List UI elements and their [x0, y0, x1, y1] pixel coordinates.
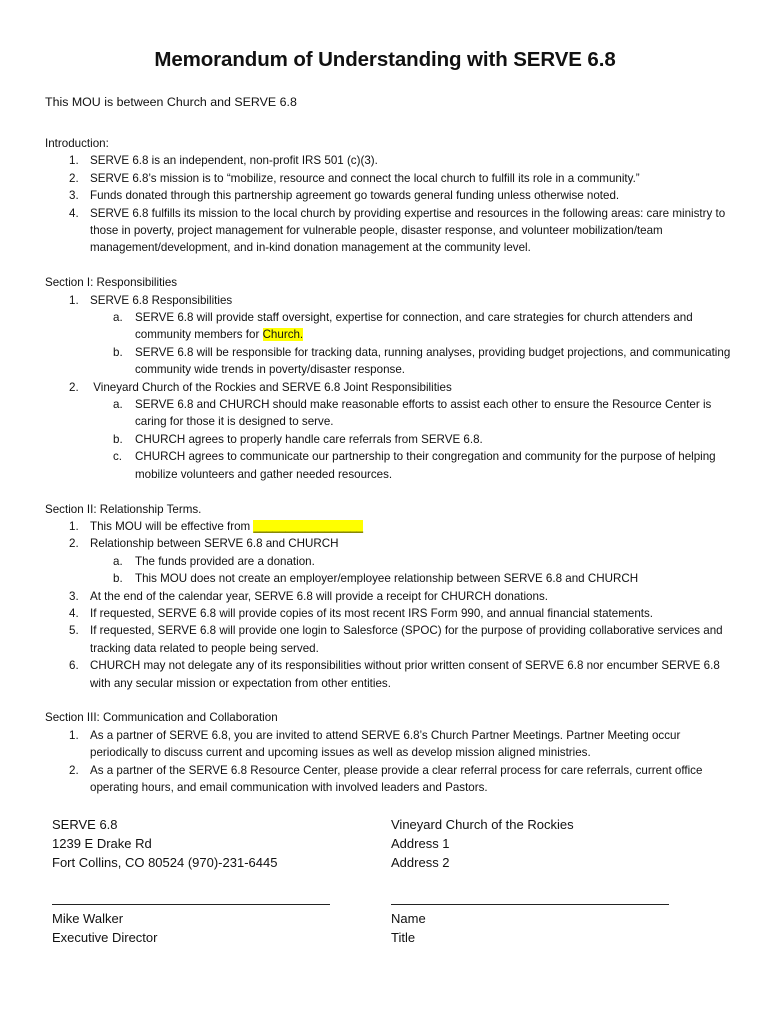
list-number: 1.: [69, 519, 79, 533]
list-item: [45, 518, 735, 535]
list-item-text: If requested, SERVE 6.8 will provide copies of its most recent IRS Form 990, and annual financial statements.: [90, 606, 654, 620]
section2-list: [45, 518, 735, 692]
list-item: [45, 379, 735, 483]
sublist-item-text: CHURCH agrees to properly handle care referrals from SERVE 6.8.: [135, 432, 483, 446]
list-item-text: CHURCH may not delegate any of its responsibilities without prior written consent of SERVE 6.8 nor encumber SERVE 6.8 with any secular mission or expectation from other entities.: [90, 659, 720, 690]
list-item-text: This MOU will be effective from: [90, 519, 254, 533]
list-number: 6.: [69, 659, 79, 673]
section3-list: [45, 727, 735, 797]
document-subtitle: This MOU is between Church and SERVE 6.8: [45, 95, 297, 109]
list-number: 1.: [69, 293, 79, 307]
sublist-item: [45, 344, 735, 379]
list-item-text: As a partner of the SERVE 6.8 Resource Center, please provide a clear referral process for care referrals, current office operating hours, and email communication with involved leaders and Pastors.: [90, 763, 703, 794]
address-line-2: Address 2: [391, 855, 450, 870]
sublist-letter: a.: [113, 554, 123, 568]
signatory-name: Mike Walker: [52, 911, 124, 926]
list-item: [45, 588, 735, 605]
signature-line-serve[interactable]: [52, 904, 330, 905]
section1-heading: Section I: Responsibilities: [45, 276, 178, 290]
org-name: SERVE 6.8: [52, 817, 118, 832]
list-item-text: SERVE 6.8 Responsibilities: [90, 293, 233, 307]
sublist-letter: c.: [113, 450, 123, 464]
address-line-1: 1239 E Drake Rd: [52, 836, 152, 851]
list-item: [45, 187, 735, 204]
list-item-text: Relationship between SERVE 6.8 and CHURCH: [90, 537, 339, 551]
list-item: [45, 535, 735, 587]
list-item-text: At the end of the calendar year, SERVE 6.8 will provide a receipt for CHURCH donations.: [90, 589, 548, 603]
sublist-item-text: SERVE 6.8 will be responsible for tracking data, running analyses, providing budget projections, and communicating community wide trends in poverty/disaster response.: [135, 345, 731, 377]
list-number: 3.: [69, 589, 79, 603]
signatory-serve: [52, 909, 157, 947]
list-item: [45, 657, 735, 692]
signatory-name: Name: [391, 911, 426, 926]
list-item: [45, 727, 735, 762]
sublist-letter: a.: [113, 311, 123, 325]
sublist-item: [45, 396, 735, 431]
list-number: 3.: [69, 189, 79, 203]
list-item: [45, 152, 735, 169]
sublist-letter: b.: [113, 432, 123, 446]
list-number: 2.: [69, 763, 79, 777]
sublist: [90, 309, 735, 379]
sublist-item: [45, 309, 735, 344]
address-line-1: Address 1: [391, 836, 450, 851]
sublist-item: [45, 448, 735, 483]
sublist-item: [45, 553, 735, 570]
list-item-text: SERVE 6.8’s mission is to “mobilize, resource and connect the local church to fulfill its role in a community.”: [90, 171, 640, 185]
list-number: 5.: [69, 624, 79, 638]
list-item: [45, 622, 735, 657]
address-line-2: Fort Collins, CO 80524 (970)-231-6445: [52, 855, 278, 870]
list-item-text: SERVE 6.8 is an independent, non-profit IRS 501 (c)(3).: [90, 154, 378, 168]
list-number: 4.: [69, 206, 79, 220]
signatory-church: [391, 909, 426, 947]
list-number: 2.: [69, 537, 79, 551]
document-title: Memorandum of Understanding with SERVE 6.8: [154, 48, 616, 71]
sublist-letter: b.: [113, 345, 123, 359]
sublist-item-text: The funds provided are a donation.: [135, 554, 315, 568]
introduction-heading: Introduction:: [45, 137, 109, 150]
section1-list: [45, 292, 735, 483]
sublist-item: [45, 570, 735, 587]
list-item: [45, 762, 735, 797]
effective-date-blank[interactable]: _________________: [253, 519, 364, 533]
sublist-item: [45, 431, 735, 448]
sublist-item-text: SERVE 6.8 will provide staff oversight, expertise for connection, and care strategies for church attenders and community members for: [135, 311, 693, 342]
signature-line-church[interactable]: [391, 904, 669, 905]
list-item: [45, 205, 735, 257]
sublist-item-text: This MOU does not create an employer/employee relationship between SERVE 6.8 and CHURCH: [135, 572, 639, 586]
list-item-text: Funds donated through this partnership agreement go towards general funding unless otherwise noted.: [90, 189, 620, 203]
sublist-letter: a.: [113, 398, 123, 412]
list-item: [45, 292, 735, 379]
sublist-letter: b.: [113, 572, 123, 586]
list-item-text: As a partner of SERVE 6.8, you are invited to attend SERVE 6.8’s Church Partner Meetings. Partner Meeting occur periodically to discuss current and upcoming issues as well as develop mission aligned ministries.: [90, 728, 681, 760]
section2-heading: Section II: Relationship Terms.: [45, 502, 202, 516]
list-number: 1.: [69, 728, 79, 742]
introduction-list: [45, 152, 735, 256]
list-item: [45, 170, 735, 187]
list-item-text: If requested, SERVE 6.8 will provide one login to Salesforce (SPOC) for the purpose of providing collaborative services and tracking data related to people being served.: [90, 624, 723, 655]
list-item-text: SERVE 6.8 fulfills its mission to the local church by providing expertise and resources in the following areas: care ministry to those in poverty, project management for vulnerable people, disaster response, and volunteer mobilization/team management/development, and in-kind donation management at the community level.: [90, 206, 726, 255]
signatory-title: Title: [391, 930, 416, 945]
list-item: [45, 605, 735, 622]
document-body: [45, 135, 735, 796]
list-number: 1.: [69, 154, 79, 168]
list-item-text: Vineyard Church of the Rockies and SERVE 6.8 Joint Responsibilities: [90, 380, 452, 394]
signatory-title: Executive Director: [52, 930, 158, 945]
sublist: [90, 396, 735, 483]
list-number: 2.: [69, 380, 79, 394]
sublist: [90, 553, 735, 588]
signature-block-church: [391, 815, 681, 872]
highlighted-text: Church.: [262, 328, 304, 342]
sublist-item-text: SERVE 6.8 and CHURCH should make reasonable efforts to assist each other to ensure the Resource Center is caring for those it is designed to serve.: [135, 398, 712, 429]
list-number: 2.: [69, 171, 79, 185]
section3-heading: Section III: Communication and Collaboration: [45, 711, 278, 725]
org-name: Vineyard Church of the Rockies: [391, 817, 574, 832]
list-number: 4.: [69, 606, 79, 620]
signature-block-serve: [52, 815, 342, 872]
sublist-item-text: CHURCH agrees to communicate our partnership to their congregation and community for the purpose of helping mobilize volunteers and gather needed resources.: [135, 450, 716, 481]
